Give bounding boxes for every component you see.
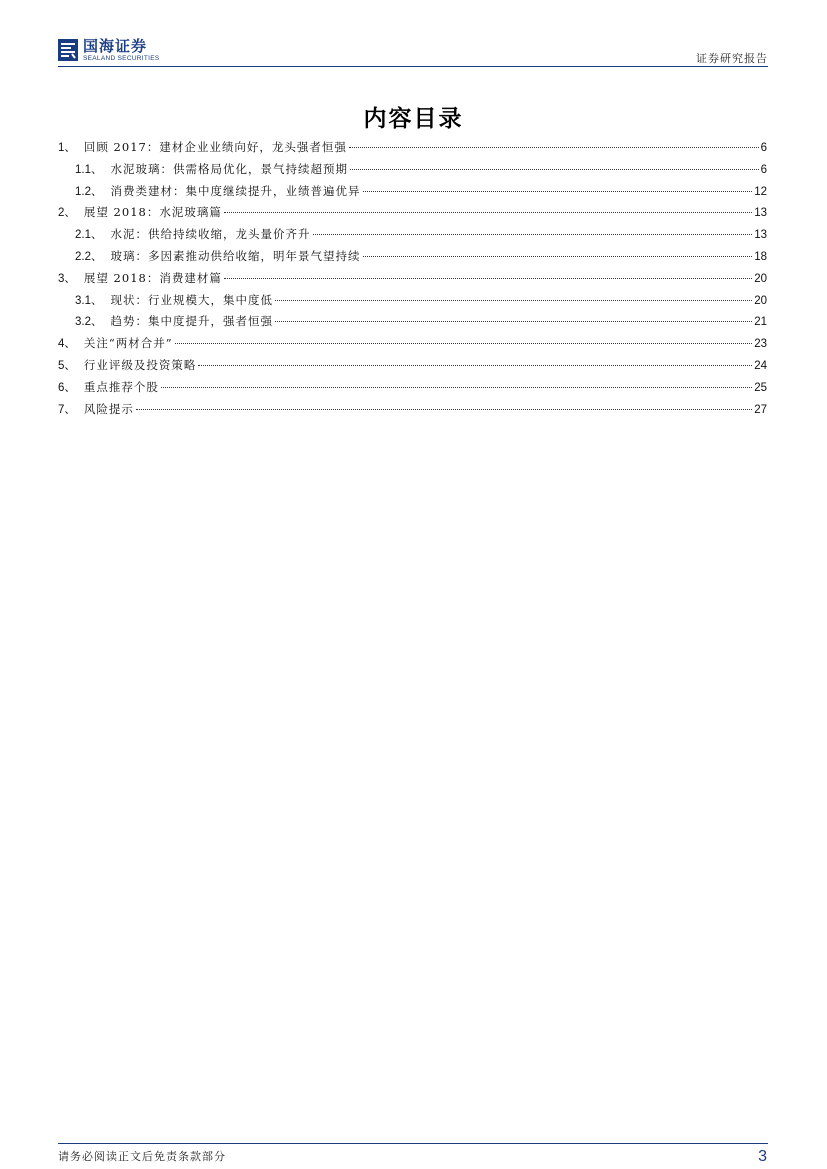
- toc-dot-leader: [275, 300, 752, 301]
- toc-entry-number: 1、: [58, 142, 76, 154]
- sealand-logo-icon: [58, 39, 78, 61]
- toc-entry-title: 水泥玻璃：供需格局优化，景气持续超预期: [110, 161, 348, 176]
- toc-dot-leader: [313, 234, 753, 235]
- toc-dot-leader: [136, 409, 752, 410]
- toc-entry-title: 玻璃：多因素推动供给收缩，明年景气望持续: [110, 248, 361, 263]
- toc-entry-page: 23: [754, 338, 767, 351]
- toc-entry[interactable]: [58, 379, 767, 401]
- toc-entry[interactable]: [58, 335, 767, 357]
- toc-entry-page: 13: [754, 229, 767, 242]
- toc-entry-page: 21: [754, 316, 767, 329]
- toc-title: 内容目录: [363, 106, 464, 132]
- toc-entry-page: 24: [754, 359, 767, 372]
- company-logo: [58, 38, 160, 64]
- toc-entry[interactable]: [58, 270, 767, 292]
- toc-entry-page: 6: [760, 163, 767, 176]
- toc-entry-title: 水泥：供给持续收缩，龙头量价齐升: [110, 227, 311, 242]
- toc-dot-leader: [275, 321, 752, 322]
- toc-entry[interactable]: [58, 139, 767, 161]
- toc-entry[interactable]: [58, 292, 767, 314]
- logo-chinese-name: 国海证券: [83, 37, 148, 55]
- toc-entry[interactable]: [58, 248, 767, 270]
- page-number: 3: [758, 1148, 767, 1165]
- toc-entry-title: 行业评级及投资策略: [83, 357, 197, 372]
- footer-disclaimer: 请务必阅读正文后免责条款部分: [58, 1150, 226, 1163]
- toc-entry-number: 3.1、: [75, 294, 103, 307]
- toc-entry-title: 消费类建材：集中度继续提升，业绩普遍优异: [110, 183, 361, 198]
- toc-dot-leader: [224, 212, 752, 213]
- toc-entry-number: 2、: [58, 207, 76, 220]
- toc-entry-page: 6: [760, 142, 767, 154]
- toc-entry-number: 3.2、: [75, 316, 103, 329]
- toc-dot-leader: [224, 278, 752, 279]
- toc-entry-page: 20: [754, 272, 767, 285]
- toc-dot-leader: [175, 343, 753, 344]
- toc-entry-title: 展望 2018：消费建材篇: [83, 270, 222, 285]
- toc-entry-number: 4、: [58, 338, 76, 351]
- logo-english-name: SEALAND SECURITIES: [83, 55, 160, 62]
- toc-entry-title: 重点推荐个股: [83, 379, 159, 394]
- header-divider: [58, 66, 768, 67]
- toc-entry-page: 18: [754, 250, 767, 263]
- toc-entry-page: 27: [754, 403, 767, 416]
- toc-entry-number: 6、: [58, 381, 76, 394]
- toc-entry-title: 趋势：集中度提升，强者恒强: [110, 314, 273, 329]
- toc-entry-number: 7、: [58, 403, 76, 416]
- page-header: [58, 38, 768, 66]
- toc-entry[interactable]: [58, 357, 767, 379]
- toc-dot-leader: [350, 169, 759, 170]
- toc-entry[interactable]: [58, 161, 767, 183]
- toc-dot-leader: [349, 147, 759, 148]
- toc-dot-leader: [161, 387, 752, 388]
- toc-entry-title: 现状：行业规模大，集中度低: [110, 292, 273, 307]
- toc-entry[interactable]: [58, 313, 767, 335]
- toc-dot-leader: [198, 365, 752, 366]
- toc-entry[interactable]: [58, 401, 767, 423]
- table-of-contents: [58, 139, 767, 422]
- toc-entry-number: 3、: [58, 272, 76, 285]
- toc-entry[interactable]: [58, 183, 767, 205]
- toc-entry-number: 1.1、: [75, 163, 103, 176]
- toc-dot-leader: [363, 191, 753, 192]
- toc-entry[interactable]: [58, 204, 767, 226]
- toc-entry[interactable]: [58, 226, 767, 248]
- toc-entry-title: 回顾 2017：建材企业业绩向好，龙头强者恒强: [83, 140, 347, 154]
- footer-divider: [58, 1143, 768, 1144]
- toc-entry-page: 12: [754, 185, 767, 198]
- report-type-label: 证券研究报告: [696, 52, 768, 65]
- toc-entry-number: 2.1、: [75, 229, 103, 242]
- toc-entry-title: 关注“两材合并”: [83, 336, 173, 351]
- toc-entry-page: 20: [754, 294, 767, 307]
- toc-entry-title: 展望 2018：水泥玻璃篇: [83, 205, 222, 220]
- toc-entry-number: 5、: [58, 359, 76, 372]
- toc-entry-page: 25: [754, 381, 767, 394]
- toc-dot-leader: [363, 256, 753, 257]
- toc-entry-title: 风险提示: [83, 401, 134, 416]
- toc-entry-page: 13: [754, 207, 767, 220]
- toc-entry-number: 1.2、: [75, 185, 103, 198]
- toc-entry-number: 2.2、: [75, 250, 103, 263]
